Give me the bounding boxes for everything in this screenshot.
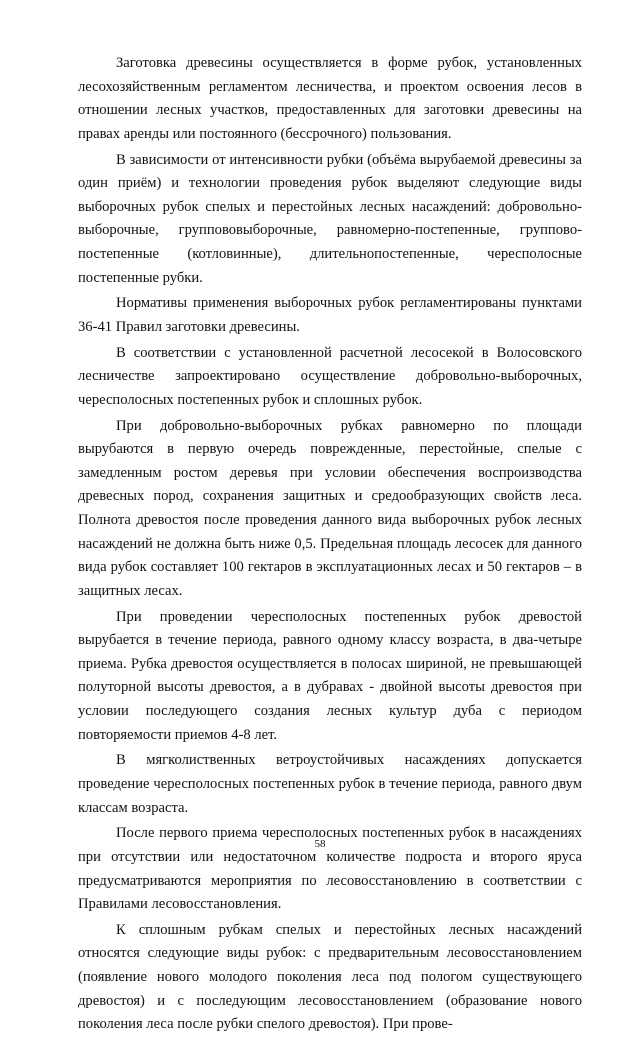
- paragraph: При проведении чересполосных постепенных рубок древостой вырубается в течение периода, равного одному классу возраста, в два-четыре приема. Рубка древостоя осуществляется в полосах шириной, не превышающей полуторной высоты древостоя, а в дубравах - двойной высоты древостоя при условии последующего создания лесных культур дуба с периодом повторяемости приемов 4-8 лет.: [78, 608, 582, 743]
- paragraph: В зависимости от интенсивности рубки (объёма вырубаемой древесины за один приём) и технологии проведения рубок выделяют следующие виды выборочных рубок спелых и перестойных лесных насаждений: добровольно-выборочные, группововыборочные, равномерно-постепенные, группово-постепенные (котловинные), длительнопостепенные, чересполосные постепенные рубки.: [78, 151, 582, 286]
- page-number: 58: [314, 838, 326, 850]
- paragraph: После первого приема чересполосных постепенных рубок в насаждениях при отсутствии или недостаточном количестве подроста и второго яруса предусматриваются мероприятия по лесовосстановлению в соответствии с Правилами лесовосстановления.: [78, 825, 582, 913]
- paragraph: Заготовка древесины осуществляется в форме рубок, установленных лесохозяйственным регламентом лесничества, и проектом освоения лесов в отношении лесных участков, предоставленных для заготовки древесины на правах аренды или постоянного (бессрочного) пользования.: [78, 55, 582, 142]
- paragraph: Нормативы применения выборочных рубок регламентированы пунктами 36-41 Правил заготовки древесины.: [78, 295, 582, 335]
- paragraph: В соответствии с установленной расчетной лесосекой в Волосовского лесничестве запроектировано осуществление добровольно-выборочных, чересполосных постепенных рубок и сплошных рубок.: [78, 344, 582, 408]
- paragraph: К сплошным рубкам спелых и перестойных лесных насаждений относятся следующие виды рубок: с предварительным лесовосстановлением (появление нового молодого поколения леса под пологом существующего древостоя) и с последующим лесовосстановлением (образование нового поколения леса после рубки спелого древостоя). При прове-: [78, 921, 582, 1033]
- body-text: [78, 52, 582, 1039]
- paragraph: При добровольно-выборочных рубках равномерно по площади вырубаются в первую очередь поврежденные, перестойные, спелые с замедленным ростом деревья при условии обеспечения воспроизводства древесных пород, сохранения защитных и средообразующих свойств леса. Полнота древостоя после проведения данного вида выборочных рубок лесных насаждений не должна быть ниже 0,5. Предельная площадь лесосек для данного вида рубок составляет 100 гектаров в эксплуатационных лесах и 50 гектаров – в защитных лесах.: [78, 417, 582, 599]
- paragraph: В мягколиственных ветроустойчивых насаждениях допускается проведение чересполосных постепенных рубок в течение периода, равного двум классам возраста.: [78, 752, 582, 816]
